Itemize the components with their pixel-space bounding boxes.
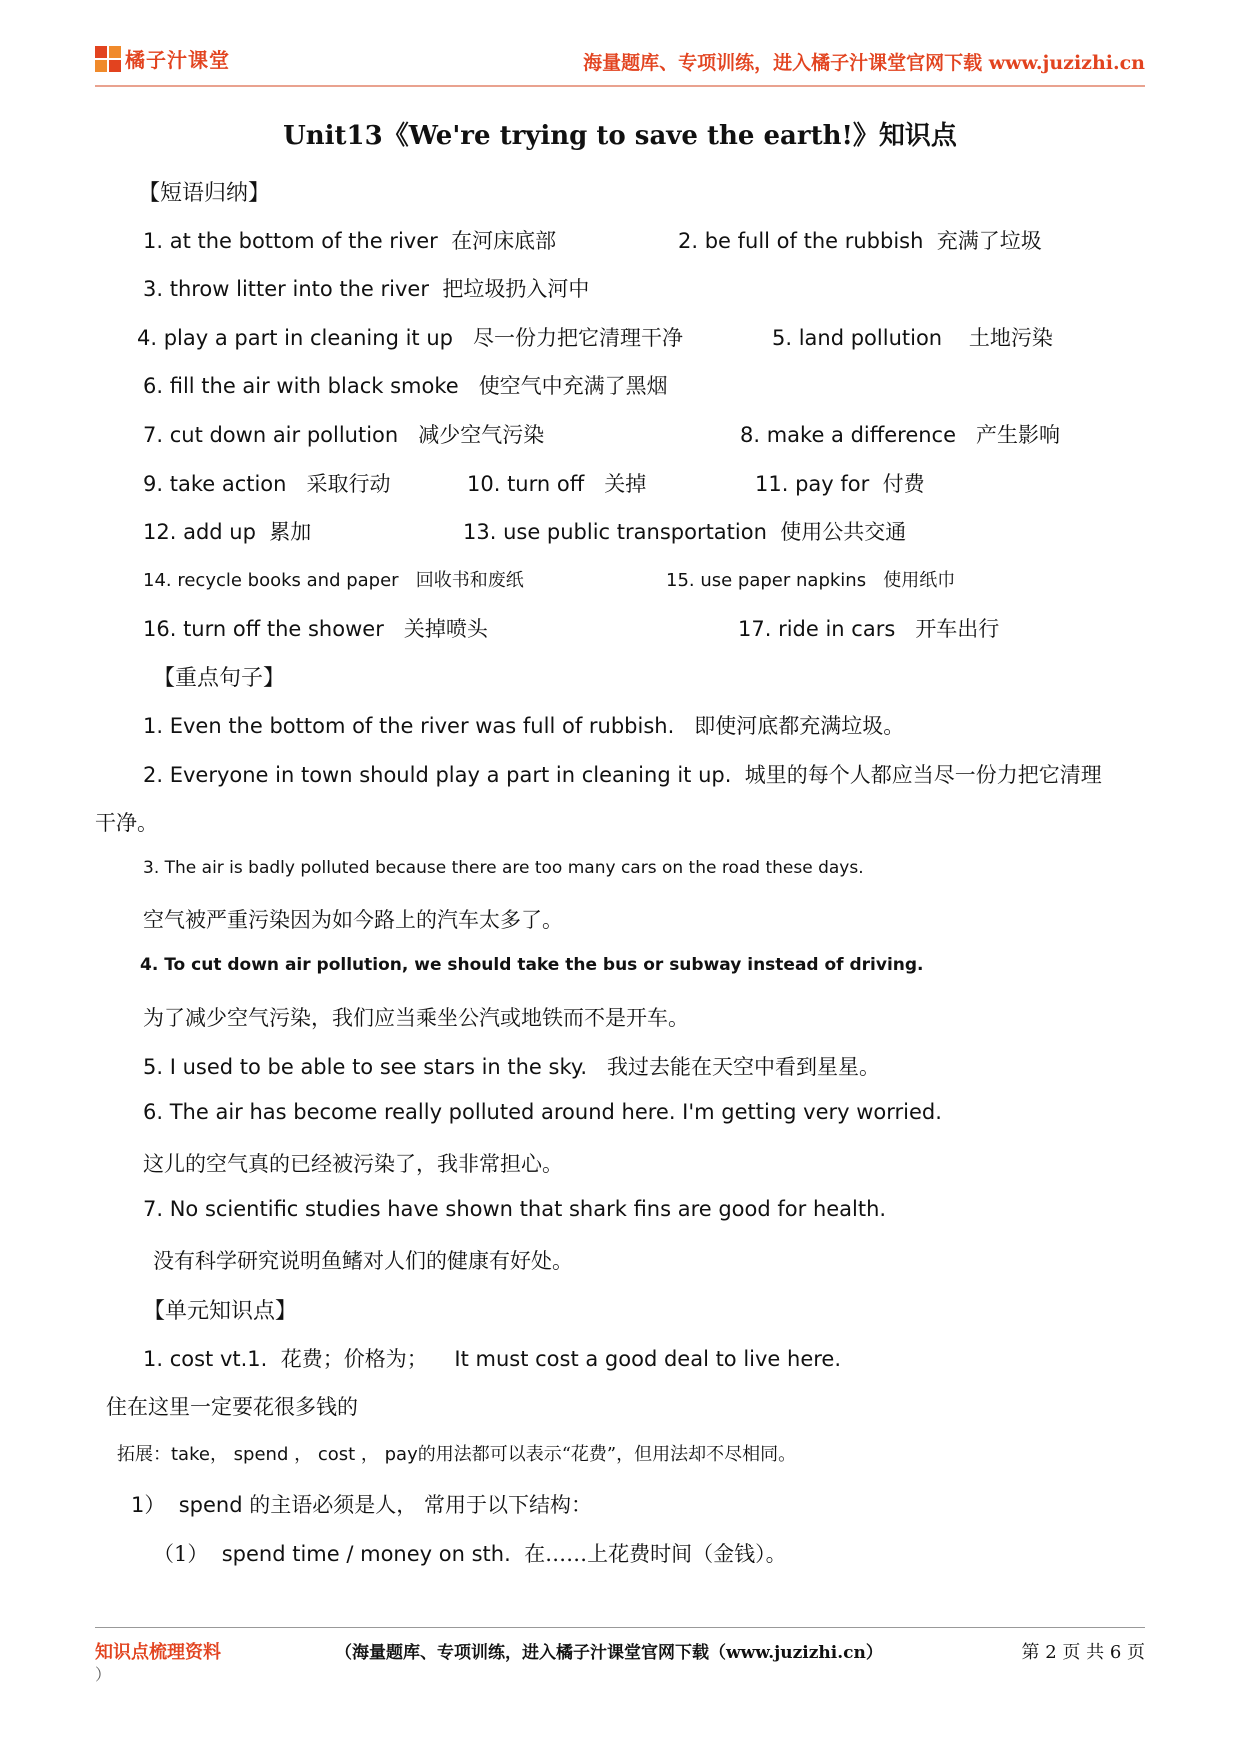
sentence-3: 3. The air is badly polluted because there are too many cars on the road these days. xyxy=(143,858,864,878)
footer-paren: ） xyxy=(95,1665,112,1684)
phrase-item: 2. be full of the rubbish 充满了垃圾 xyxy=(678,229,1042,253)
phrase-item: 11. pay for 付费 xyxy=(755,472,925,496)
section-heading-knowledge: 【单元知识点】 xyxy=(143,1299,298,1324)
phrase-item: 9. take action 采取行动 xyxy=(143,472,391,496)
logo-text: 橘子汁课堂 xyxy=(125,48,230,72)
section-heading-sentences: 【重点句子】 xyxy=(153,666,286,691)
phrase-item: 6. fill the air with black smoke 使空气中充满了黑烟 xyxy=(143,374,668,398)
phrase-item: 15. use paper napkins 使用纸巾 xyxy=(666,570,956,591)
phrase-item: 4. play a part in cleaning it up 尽一份力把它清理干净 xyxy=(137,326,683,350)
sentence-3-cn: 空气被严重污染因为如今路上的汽车太多了。 xyxy=(143,908,563,932)
sentence-4-cn: 为了减少空气污染，我们应当乘坐公汽或地铁而不是开车。 xyxy=(143,1006,689,1030)
page-title: Unit13《We're trying to save the earth!》知识点 xyxy=(283,121,957,151)
logo-icon xyxy=(95,46,121,72)
knowledge-subpoint-1: 1） spend 的主语必须是人， 常用于以下结构： xyxy=(131,1493,592,1517)
sentence-7: 7. No scientific studies have shown that shark fins are good for health. xyxy=(143,1197,887,1221)
sentence-6-cn: 这儿的空气真的已经被污染了，我非常担心。 xyxy=(143,1152,563,1176)
sentence-2: 2. Everyone in town should play a part in cleaning it up. 城里的每个人都应当尽一份力把它清理 xyxy=(143,763,1102,787)
phrase-item: 3. throw litter into the river 把垃圾扔入河中 xyxy=(143,277,590,301)
phrase-item: 14. recycle books and paper 回收书和废纸 xyxy=(143,570,524,591)
phrase-item: 7. cut down air pollution 减少空气污染 xyxy=(143,423,545,447)
sentence-4: 4. To cut down air pollution, we should take the bus or subway instead of driving. xyxy=(140,955,924,975)
footer-label: 知识点梳理资料 xyxy=(95,1642,221,1663)
knowledge-extension: 拓展：take， spend ， cost ， pay的用法都可以表示“花费”，但用法却不尽相同。 xyxy=(117,1444,797,1465)
knowledge-example-cn: 住在这里一定要花很多钱的 xyxy=(106,1395,358,1419)
phrase-item: 12. add up 累加 xyxy=(143,520,312,544)
knowledge-point-1: 1. cost vt.1. 花费；价格为； It must cost a good deal to live here. xyxy=(143,1347,842,1371)
phrase-item: 16. turn off the shower 关掉喷头 xyxy=(143,617,488,641)
footer-slogan[interactable]: （海量题库、专项训练，进入橘子汁课堂官网下载（www.juzizhi.cn） xyxy=(335,1643,883,1663)
sentence-5: 5. I used to be able to see stars in the sky. 我过去能在天空中看到星星。 xyxy=(143,1055,881,1079)
phrase-item: 8. make a difference 产生影响 xyxy=(740,423,1061,447)
phrase-item: 13. use public transportation 使用公共交通 xyxy=(463,520,907,544)
phrase-item: 5. land pollution 土地污染 xyxy=(772,326,1053,350)
phrase-item: 1. at the bottom of the river 在河床底部 xyxy=(143,229,557,253)
phrase-item: 17. ride in cars 开车出行 xyxy=(738,617,1000,641)
sentence-1: 1. Even the bottom of the river was full of rubbish. 即使河底都充满垃圾。 xyxy=(143,714,905,738)
header-slogan[interactable]: 海量题库、专项训练，进入橘子汁课堂官网下载 www.juzizhi.cn xyxy=(583,52,1145,74)
sentence-7-cn: 没有科学研究说明鱼鳍对人们的健康有好处。 xyxy=(153,1249,573,1273)
section-heading-phrases: 【短语归纳】 xyxy=(138,181,271,206)
footer-divider xyxy=(95,1627,1145,1628)
sentence-2-cont: 干净。 xyxy=(95,811,158,835)
phrase-item: 10. turn off 关掉 xyxy=(467,472,647,496)
knowledge-subpoint-1-1: （1） spend time / money on sth. 在……上花费时间（金钱）。 xyxy=(153,1542,787,1566)
header-divider xyxy=(95,85,1145,87)
sentence-6: 6. The air has become really polluted around here. I'm getting very worried. xyxy=(143,1100,942,1124)
brand-logo xyxy=(95,44,230,73)
page-number: 第 2 页 共 6 页 xyxy=(1021,1642,1145,1663)
